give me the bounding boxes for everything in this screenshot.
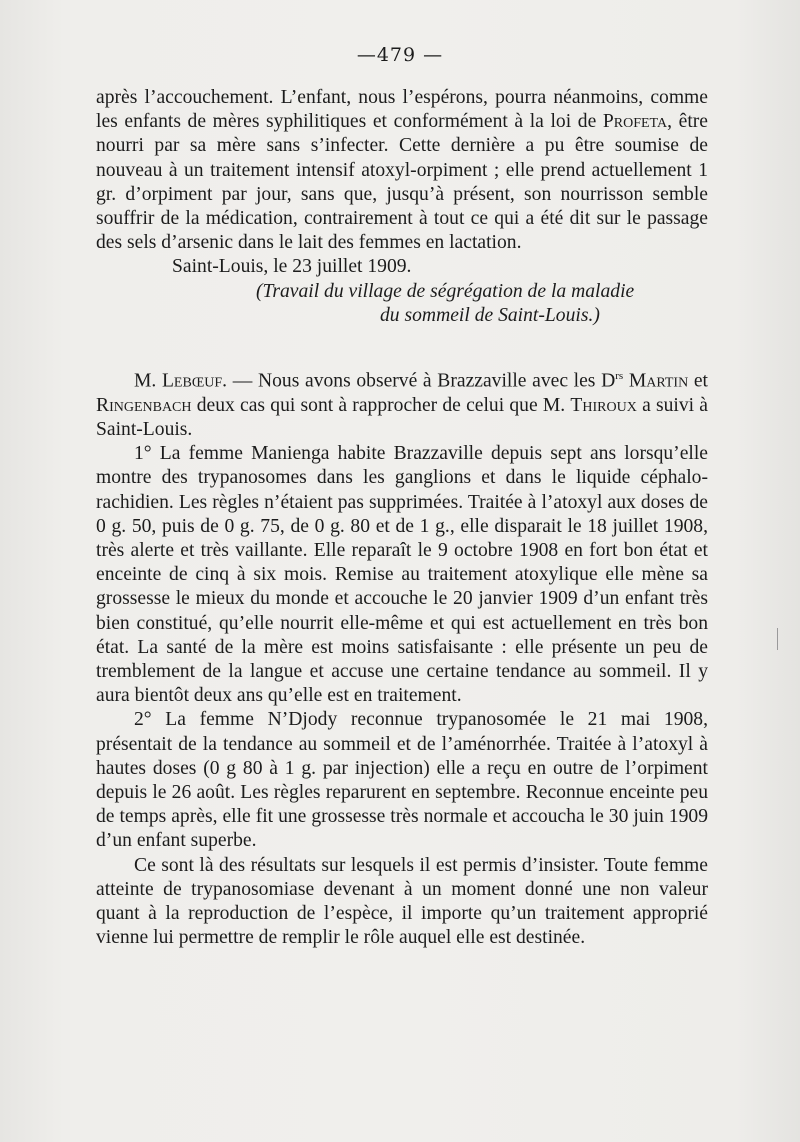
body-text: [96, 86, 708, 950]
paragraph-2-text-d: a suivi à Saint-Louis.: [96, 394, 708, 440]
credit-line-1: (Travail du village de ségrégation de la maladie: [256, 280, 635, 302]
credit-line-2: du sommeil de Saint-Louis.): [380, 304, 600, 326]
author-name-thiroux: Thiroux: [570, 394, 637, 416]
paragraph-1: [96, 86, 708, 255]
speaker-name: M. Lebœuf.: [134, 370, 228, 392]
author-name-martin: Martin: [628, 370, 689, 392]
doctors-abbrev-sup: rs: [615, 370, 624, 383]
author-name-ringenbach: Ringenbach: [96, 394, 192, 416]
paragraph-4: 2° La femme N’Djody reconnue trypanosomée le 21 mai 1908, présentait de la tendance au sommeil et de l’aménorrhée. Traitée à l’atoxyl à hautes doses (0 g 80 à 1 g. par injection) elle a reçu en outre de l’orpiment depuis le 26 août. Les règles reparurent en septembre. Reconnue enceinte peu de temps après, elle fit une grossesse très normale et accoucha le 30 juin 1909 d’un enfant superbe.: [96, 709, 708, 852]
section-gap: [96, 328, 708, 364]
signature-line: Saint-Louis, le 23 juillet 1909.: [172, 256, 412, 278]
paragraph-3: 1° La femme Manienga habite Brazzaville depuis sept ans lorsqu’elle montre des trypanosomes dans les ganglions et dans le liquide céphalo-rachidien. Les règles n’étaient pas supprimées. Traitée à l’atoxyl aux doses de 0 g. 50, puis de 0 g. 75, de 0 g. 80 et de 1 g., elle disparait le 18 juillet 1908, très alerte et très vaillante. Elle reparaît le 9 octobre 1908 en fort bon état et enceinte de cinq à six mois. Remise au traitement atoxylique elle mène sa grossesse le mieux du monde et accouche le 20 janvier 1909 d’un enfant très bien constitué, qu’elle nourrit elle-même et qui est actuellement en très bon état. La santé de la mère est moins satisfaisante : elle présente un peu de tremblement de la langue et accuse une certaine tendance au sommeil. Il y aura bientôt deux ans qu’elle est en traitement.: [96, 443, 708, 707]
page-number: —479 —: [356, 44, 444, 66]
paragraph-2: [96, 364, 708, 442]
author-name-profeta: Profeta: [602, 111, 668, 133]
paragraph-5: Ce sont là des résultats sur lesquels il est permis d’insister. Toute femme atteinte de trypanosomiase devenant à un moment donné une non valeur quant à la reproduction de l’espèce, il importe qu’un traitement approprié vienne lui permettre de remplir le rôle auquel elle est destinée.: [96, 854, 708, 949]
credit-note: [96, 280, 708, 328]
margin-mark: [777, 628, 778, 650]
paragraph-1-end: , être nourri par sa mère sans s’infecter. Cette dernière a pu être soumise de nouveau à un traitement intensif atoxyl-orpiment ; elle prend actuellement 1 gr. d’orpiment par jour, sans que, jusqu’à présent, son nourrisson semble souffrir de la médication, contrairement à tout ce qui a été dit sur le passage des sels d’arsenic dans le lait des femmes en lactation.: [96, 111, 708, 254]
paragraph-2-text-b: et: [693, 370, 708, 392]
paragraph-1-text: après l’accouchement. L’enfant, nous l’espérons, pourra néanmoins, comme les enfants de mères syphilitiques et conformément à la loi de: [96, 87, 708, 133]
paragraph-2-text-a: — Nous avons observé à Brazzaville avec les D: [232, 370, 616, 392]
paragraph-2-text-c: deux cas qui sont à rapprocher de celui que M.: [196, 394, 566, 416]
